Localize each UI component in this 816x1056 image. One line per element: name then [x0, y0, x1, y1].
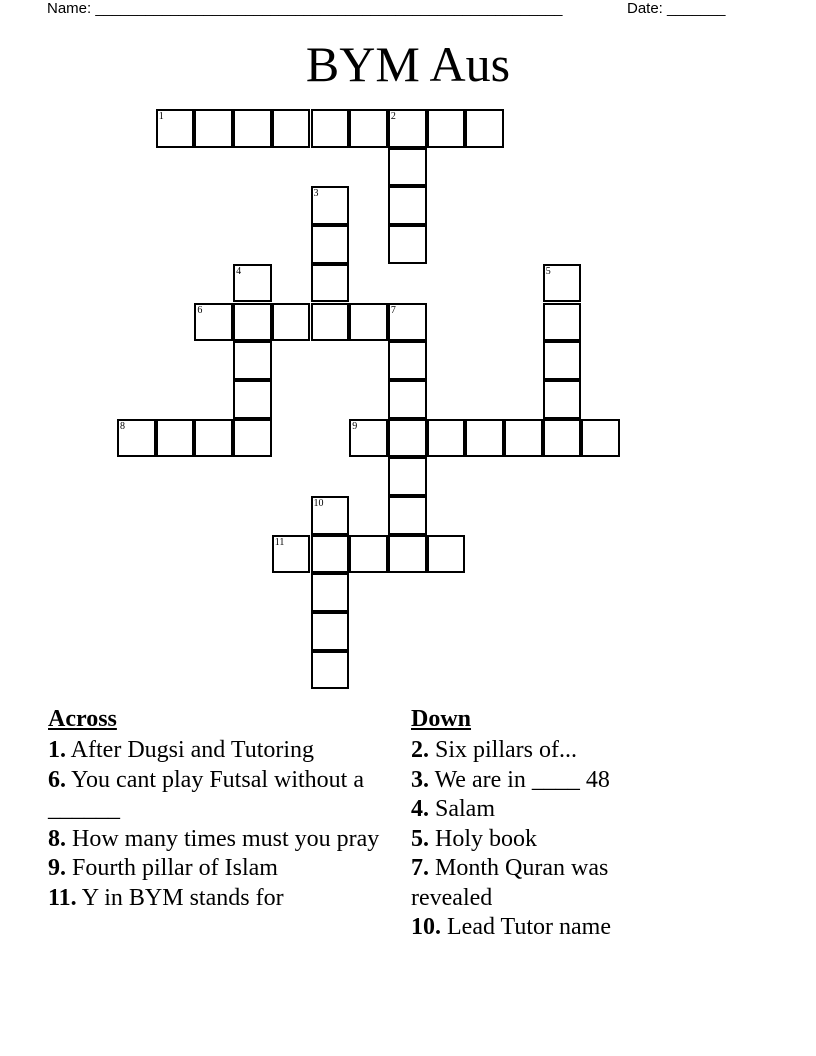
date-field[interactable]: [627, 0, 725, 17]
date-label: Date:: [627, 0, 663, 17]
cell-number: 7: [390, 304, 396, 316]
name-blank: ________________________________________________________: [95, 0, 563, 17]
grid-cell[interactable]: [311, 186, 350, 225]
grid-cell[interactable]: [388, 380, 427, 419]
page-title: BYM Aus: [305, 36, 511, 92]
clue-number: 2.: [411, 737, 429, 763]
cell-number: 11: [274, 536, 285, 548]
clue-text: Month Quran was revealed: [411, 855, 609, 911]
grid-cell[interactable]: [194, 109, 233, 148]
grid-cell[interactable]: [427, 535, 466, 574]
grid-cell[interactable]: [311, 573, 350, 612]
clue-text: Six pillars of...: [429, 737, 577, 763]
grid-cell[interactable]: [388, 535, 427, 574]
grid-cell[interactable]: [311, 496, 350, 535]
grid-cell[interactable]: [388, 419, 427, 458]
down-clue: [411, 825, 671, 855]
grid-cell[interactable]: [349, 303, 388, 342]
grid-cell[interactable]: [156, 109, 195, 148]
grid-cell[interactable]: [311, 225, 350, 264]
name-label: Name:: [47, 0, 92, 17]
clue-text: Fourth pillar of Islam: [66, 855, 278, 881]
cell-number: 1: [158, 111, 164, 122]
across-clue: [48, 766, 383, 825]
across-clue: [48, 825, 383, 855]
grid-cell[interactable]: [543, 303, 582, 342]
grid-cell[interactable]: [427, 419, 466, 458]
grid-cell[interactable]: [543, 419, 582, 458]
cell-number: 2: [390, 111, 396, 122]
clue-text: After Dugsi and Tutoring: [66, 737, 315, 763]
clue-number: 6.: [48, 766, 66, 793]
cell-number: 9: [352, 420, 358, 432]
grid-cell[interactable]: [233, 303, 272, 342]
grid-cell[interactable]: [388, 109, 427, 148]
grid-cell[interactable]: [465, 419, 504, 458]
cell-number: 4: [236, 265, 242, 277]
grid-cell[interactable]: [349, 419, 388, 458]
grid-cell[interactable]: [311, 651, 350, 690]
grid-cell[interactable]: [311, 303, 350, 342]
grid-cell[interactable]: [349, 109, 388, 148]
grid-cell[interactable]: [272, 109, 311, 148]
grid-cell[interactable]: [543, 341, 582, 380]
name-field[interactable]: [47, 0, 563, 17]
clue-number: 3.: [411, 766, 429, 793]
clue-number: 8.: [48, 825, 66, 852]
down-clue: [411, 766, 671, 796]
clue-text: Holy book: [429, 825, 537, 852]
clue-text: You cant play Futsal without a ______: [48, 766, 364, 822]
grid-cell[interactable]: [388, 303, 427, 342]
grid-cell[interactable]: [581, 419, 620, 458]
grid-cell[interactable]: [272, 303, 311, 342]
cell-number: 10: [313, 498, 324, 509]
down-clue: [411, 795, 671, 825]
date-blank: _______: [667, 0, 726, 17]
grid-cell[interactable]: [543, 264, 582, 303]
grid-cell[interactable]: [233, 419, 272, 458]
grid-cell[interactable]: [388, 186, 427, 225]
across-clue: [48, 854, 383, 884]
across-clue: [48, 884, 383, 914]
grid-cell[interactable]: [272, 535, 311, 574]
grid-cell[interactable]: [504, 419, 543, 458]
clue-number: 11.: [48, 884, 77, 911]
grid-cell[interactable]: [194, 303, 233, 342]
clue-number: 10.: [411, 914, 441, 940]
clue-number: 7.: [411, 855, 429, 881]
down-clue: [411, 736, 671, 766]
grid-cell[interactable]: [233, 109, 272, 148]
grid-cell[interactable]: [388, 148, 427, 187]
grid-cell[interactable]: [233, 264, 272, 303]
down-clue: [411, 854, 671, 913]
cell-number: 5: [545, 265, 551, 277]
across-heading: Across: [48, 706, 117, 732]
down-heading: Down: [411, 706, 472, 732]
clue-number: 1.: [48, 737, 66, 763]
clue-text: Lead Tutor name: [441, 914, 611, 940]
grid-cell[interactable]: [543, 380, 582, 419]
clue-text: We are in ____ 48: [429, 766, 610, 793]
cell-number: 6: [197, 304, 203, 316]
grid-cell[interactable]: [156, 419, 195, 458]
across-clue: [48, 736, 383, 766]
grid-cell[interactable]: [465, 109, 504, 148]
clue-text: Y in BYM stands for: [76, 884, 284, 911]
grid-cell[interactable]: [388, 341, 427, 380]
grid-cell[interactable]: [311, 264, 350, 303]
grid-cell[interactable]: [311, 535, 350, 574]
grid-cell[interactable]: [194, 419, 233, 458]
cell-number: 3: [313, 188, 319, 200]
clue-text: Salam: [429, 796, 495, 822]
clue-text: How many times must you pray: [66, 825, 380, 852]
grid-cell[interactable]: [233, 380, 272, 419]
clue-number: 4.: [411, 796, 429, 822]
clue-number: 5.: [411, 825, 429, 852]
grid-cell[interactable]: [388, 225, 427, 264]
grid-cell[interactable]: [311, 109, 350, 148]
grid-cell[interactable]: [117, 419, 156, 458]
cell-number: 8: [120, 420, 125, 432]
grid-cell[interactable]: [311, 612, 350, 651]
down-clue: [411, 913, 671, 943]
grid-cell[interactable]: [427, 109, 466, 148]
grid-cell[interactable]: [349, 535, 388, 574]
across-clues: [48, 704, 383, 913]
down-clues: [411, 704, 671, 943]
clue-number: 9.: [48, 855, 66, 881]
grid-cell[interactable]: [233, 341, 272, 380]
grid-cell[interactable]: [388, 457, 427, 496]
grid-cell[interactable]: [388, 496, 427, 535]
